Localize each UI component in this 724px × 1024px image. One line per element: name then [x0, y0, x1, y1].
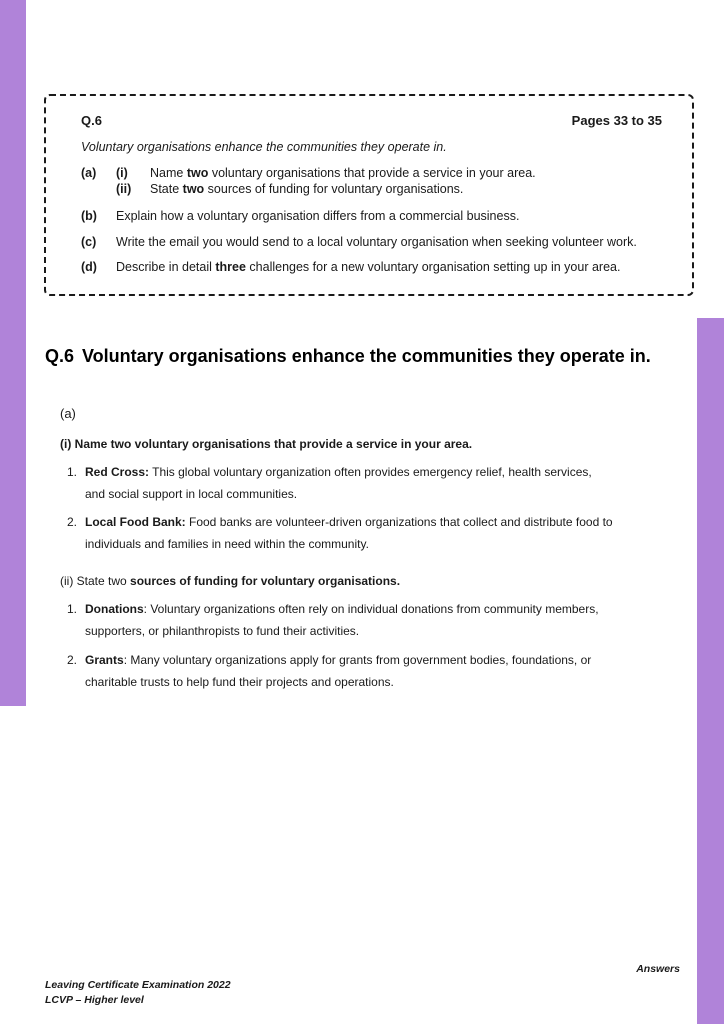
answer-part-label: (a): [60, 406, 76, 421]
part-label-d: (d): [81, 260, 97, 274]
list-item-number: 1.: [67, 602, 78, 616]
part-c-text: Write the email you would send to a local voluntary organisation when seeking volunteer work.: [116, 235, 637, 249]
part-d-text: Describe in detail three challenges for a new voluntary organisation setting up in your area.: [116, 260, 621, 274]
question-box: [44, 94, 694, 296]
list-item-number: 2.: [67, 515, 78, 529]
part-label-c: (c): [81, 235, 97, 249]
list-item-number: 2.: [67, 653, 78, 667]
sub-label-ii: (ii): [116, 182, 132, 196]
question-pages: Pages 33 to 35: [571, 113, 662, 128]
question-number: Q.6: [81, 113, 102, 128]
part-a-ii-text: State two sources of funding for voluntary organisations.: [150, 182, 464, 196]
part-label-b: (b): [81, 209, 97, 223]
answer-heading-number: Q.6: [45, 346, 75, 366]
part-b-text: Explain how a voluntary organisation differs from a commercial business.: [116, 209, 520, 223]
list-item-number: 1.: [67, 465, 78, 479]
question-stem: Voluntary organisations enhance the communities they operate in.: [81, 140, 447, 154]
list-item-text: Donations: Voluntary organizations often rely on individual donations from community members, supporters, or philanthropists to fund their activities.: [85, 602, 599, 638]
footer-line-1: Leaving Certificate Examination 2022: [45, 979, 231, 991]
footer-line-2: LCVP – Higher level: [45, 994, 144, 1006]
left-accent-bar: [0, 0, 26, 706]
footer-section-label: Answers: [636, 963, 680, 975]
right-accent-bar: [697, 318, 724, 1024]
footer-exam-info: [45, 978, 231, 1008]
part-a-i-text: Name two voluntary organisations that provide a service in your area.: [150, 166, 536, 180]
answer-heading-text: Voluntary organisations enhance the communities they operate in.: [82, 346, 651, 366]
sub-question-i: (i) Name two voluntary organisations that provide a service in your area.: [60, 437, 473, 451]
list-item-text: Local Food Bank: Food banks are volunteer-driven organizations that collect and distribute food to individuals and families in need within the community.: [85, 515, 613, 551]
list-item-text: Red Cross: This global voluntary organization often provides emergency relief, health services, and social support in local communities.: [85, 465, 592, 501]
part-label-a: (a): [81, 166, 97, 180]
sub-question-ii: (ii) State two sources of funding for voluntary organisations.: [60, 574, 401, 588]
list-item-text: Grants: Many voluntary organizations apply for grants from government bodies, foundations, or charitable trusts to help fund their projects and operations.: [85, 653, 592, 689]
sub-label-i: (i): [116, 166, 128, 180]
